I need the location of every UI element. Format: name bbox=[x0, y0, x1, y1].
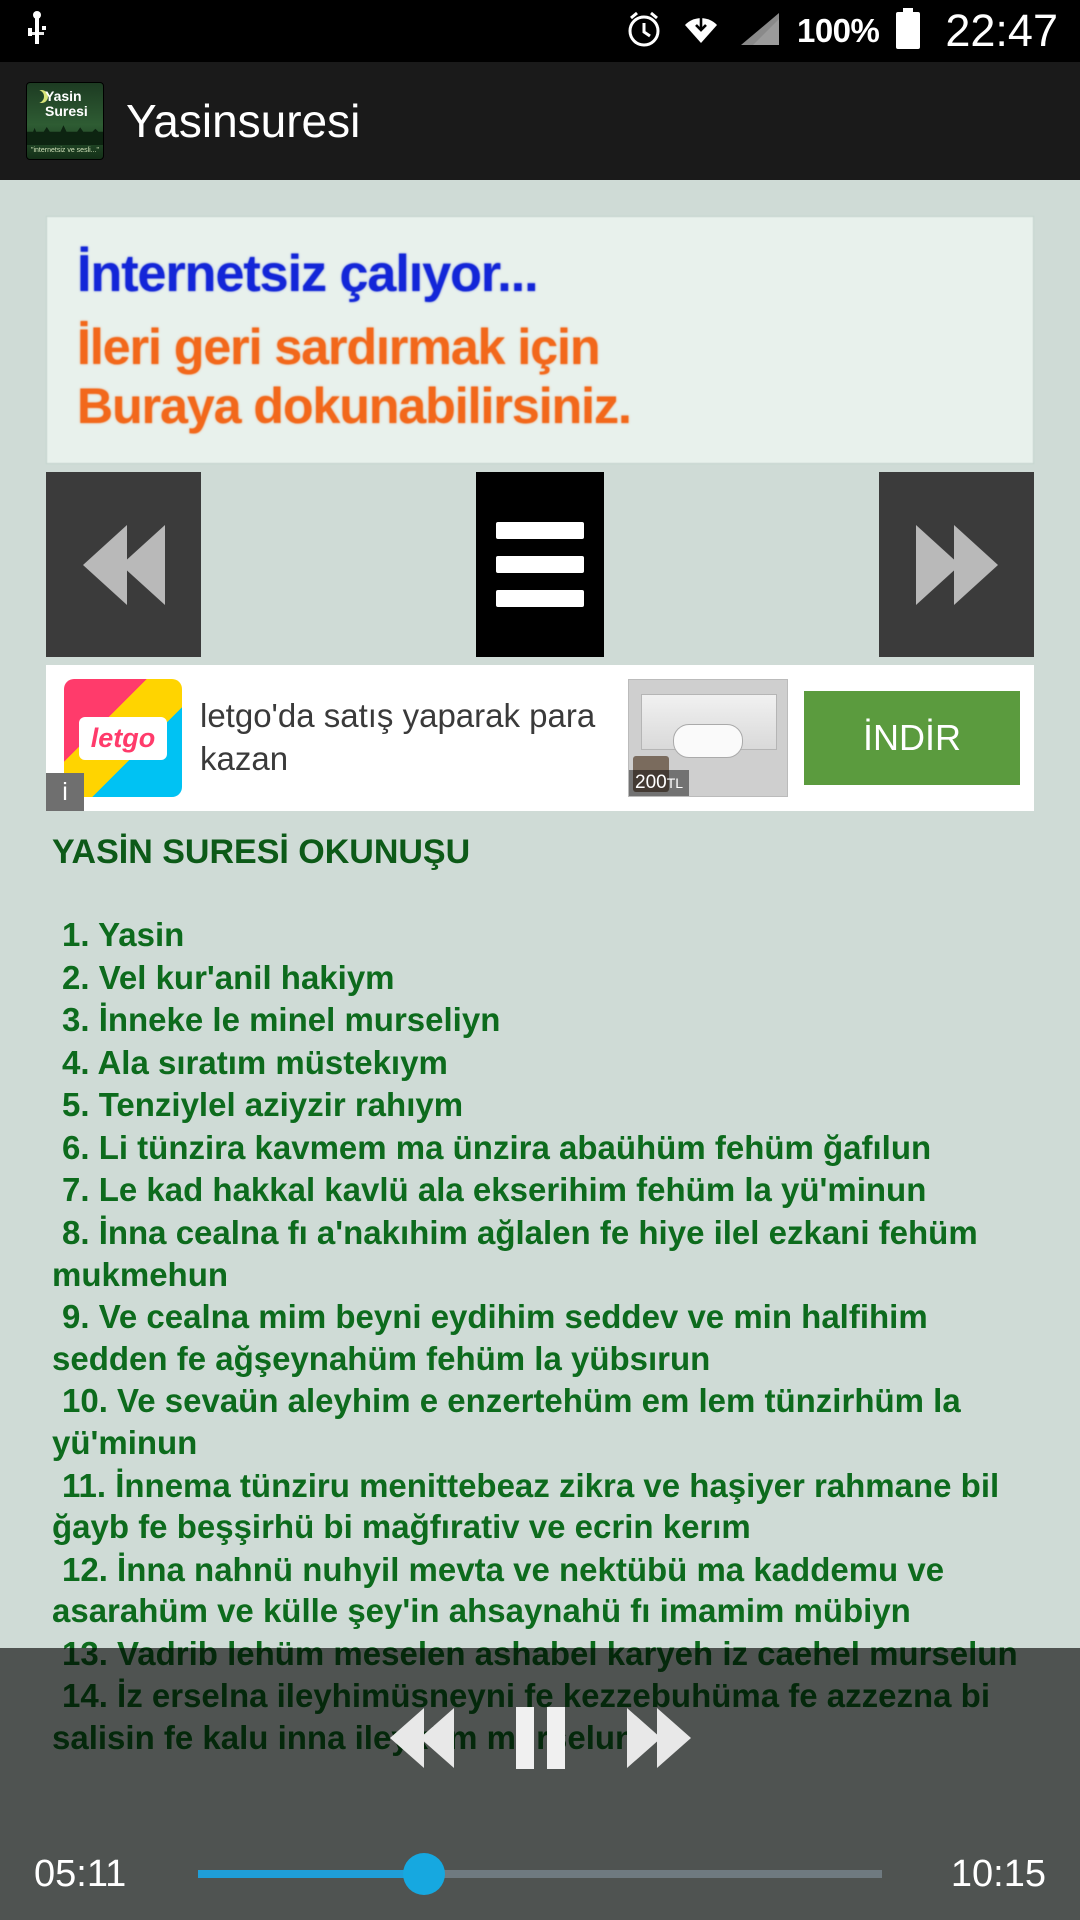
verse-line: 1. Yasin bbox=[62, 916, 185, 953]
banner-line-3: Buraya dokunabilirsiniz. bbox=[77, 378, 631, 434]
verse-line: 2. Vel kur'anil hakiym bbox=[62, 958, 395, 996]
status-bar bbox=[0, 0, 1080, 62]
menu-button[interactable] bbox=[476, 472, 604, 657]
forward-button[interactable] bbox=[879, 472, 1034, 657]
player-overlay bbox=[0, 1648, 1080, 1920]
verse-line: 6. Li tünzira kavmem ma ünzira abaühüm fehüm ğafılun bbox=[62, 1128, 932, 1166]
menu-icon-bar bbox=[496, 556, 584, 573]
surah-text-body[interactable] bbox=[0, 811, 1080, 1759]
transport-controls bbox=[0, 472, 1080, 657]
battery-percent: 100% bbox=[796, 12, 880, 49]
app-bar bbox=[0, 62, 1080, 180]
seekbar-row bbox=[0, 1828, 1080, 1920]
verse-line: 8. İnna cealna fı a'nakıhim ağlalen fe hiye ilel ezkani fehüm mukmehun bbox=[52, 1214, 978, 1293]
verse-line: 3. İnneke le minel murseliyn bbox=[62, 1001, 501, 1039]
mosque-skyline-icon bbox=[27, 123, 103, 145]
ad-brand-label: letgo bbox=[79, 717, 168, 760]
app-logo-title-line2: Suresi bbox=[45, 102, 88, 119]
player-forward-button[interactable] bbox=[627, 1708, 691, 1768]
app-logo-title-line1: Yasin bbox=[45, 88, 82, 104]
rewind-button[interactable] bbox=[46, 472, 201, 657]
player-controls bbox=[0, 1648, 1080, 1828]
banner-line-1: İnternetsiz çalıyor... bbox=[77, 245, 538, 303]
gamepad-shape bbox=[673, 724, 743, 758]
clock: 22:47 bbox=[945, 5, 1058, 56]
player-rewind-button[interactable] bbox=[390, 1708, 454, 1768]
app-logo-subtitle: "internetsiz ve sesli..." bbox=[31, 147, 99, 154]
ad-text: letgo'da satış yaparak para kazan bbox=[200, 697, 596, 777]
verse-line: 9. Ve cealna mim beyni eydihim seddev ve min halfihim sedden fe ağşeynahüm fehüm la yübsırun bbox=[52, 1298, 928, 1377]
ad-install-button[interactable]: İNDİR bbox=[804, 691, 1020, 785]
ad-thumbnail-image bbox=[628, 679, 788, 797]
current-time: 05:11 bbox=[34, 1852, 127, 1895]
verse-line: 4. Ala sıratım müstekıym bbox=[62, 1043, 448, 1081]
menu-icon-bar bbox=[496, 590, 584, 607]
ad-info-icon[interactable]: i bbox=[46, 773, 84, 811]
advertisement-banner[interactable] bbox=[46, 665, 1034, 811]
signal-icon bbox=[737, 9, 783, 54]
verse-line: 12. İnna nahnü nuhyil mevta ve nektübü ma kaddemu ve asarahüm ve külle şey'in ahsaynahü fı imamim mübiyn bbox=[52, 1550, 945, 1630]
banner-line-2: İleri geri sardırmak için bbox=[77, 319, 600, 375]
verse-line: 10. Ve sevaün aleyhim e enzertehüm em lem tünzirhüm la yü'minun bbox=[52, 1382, 961, 1461]
total-time: 10:15 bbox=[950, 1852, 1046, 1895]
page-title: YASİN SURESİ OKUNUŞU bbox=[52, 833, 471, 871]
app-title: Yasinsuresi bbox=[126, 95, 361, 147]
verse-line: 5. Tenziylel aziyzir rahıym bbox=[62, 1086, 464, 1124]
seek-knob[interactable] bbox=[403, 1853, 445, 1895]
seek-fill bbox=[198, 1870, 424, 1878]
app-logo-icon bbox=[26, 82, 104, 160]
crescent-moon-icon bbox=[31, 90, 44, 103]
verse-line: 7. Le kad hakkal kavlü ala ekserihim fehüm la yü'minun bbox=[62, 1171, 927, 1209]
menu-icon-bar bbox=[496, 522, 584, 539]
ad-price: 200TL bbox=[629, 770, 689, 796]
info-banner[interactable] bbox=[46, 216, 1034, 464]
usb-icon bbox=[22, 10, 52, 53]
player-pause-button[interactable] bbox=[516, 1707, 565, 1769]
fast-forward-icon bbox=[916, 525, 998, 605]
pause-bar bbox=[547, 1707, 565, 1769]
rewind-icon bbox=[83, 525, 165, 605]
content-area bbox=[0, 180, 1080, 1920]
alarm-icon bbox=[623, 8, 665, 55]
battery-icon bbox=[893, 7, 923, 56]
pause-bar bbox=[516, 1707, 534, 1769]
wifi-icon bbox=[679, 9, 723, 54]
verse-line: 11. İnnema tünziru menittebeaz zikra ve haşiyer rahmane bil ğayb fe beşşirhü bi mağfırativ ve ecrin kerım bbox=[52, 1466, 1000, 1546]
seek-slider[interactable] bbox=[198, 1870, 882, 1878]
